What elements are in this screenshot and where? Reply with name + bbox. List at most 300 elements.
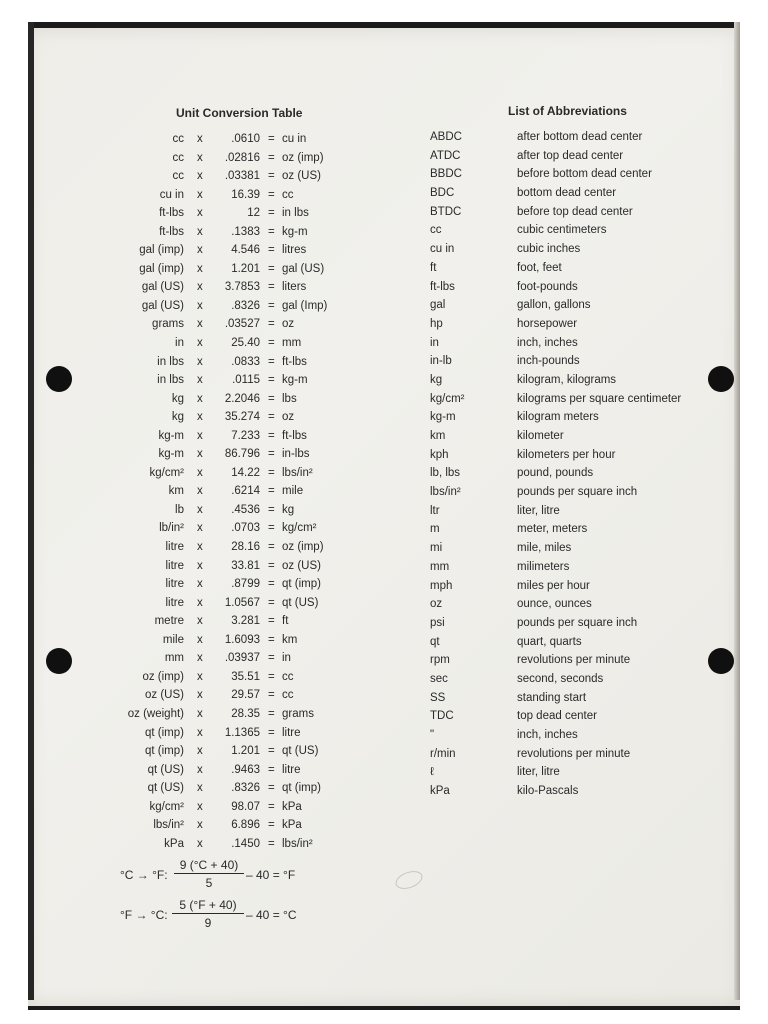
conversion-equals-sign: = [268, 837, 275, 850]
conversion-to-unit: kg-m [282, 225, 308, 238]
conversion-to-unit: kg-m [282, 374, 308, 387]
abbreviation-term: ABDC [430, 131, 462, 143]
conversion-multiply-sign: x [197, 541, 203, 554]
conversion-factor: .0610 [231, 133, 260, 145]
conversion-equals-sign: = [268, 151, 275, 164]
conversion-to-unit: kPa [282, 819, 302, 832]
conversion-equals-sign: = [268, 541, 275, 554]
conversion-factor: .02816 [224, 151, 260, 164]
conversion-factor: .1383 [231, 225, 260, 238]
conversion-from-unit: km [168, 485, 184, 498]
abbreviation-term: kg [430, 373, 443, 386]
abbreviation-term: ft [430, 261, 437, 274]
abbreviation-term: " [430, 729, 435, 741]
conversion-to-unit: lbs/in² [282, 837, 313, 850]
conversion-multiply-sign: x [197, 225, 203, 238]
conversion-factor: 1.0567 [224, 596, 260, 609]
conversion-from-unit: kg-m [158, 448, 184, 461]
conversion-from-unit: kg-m [158, 429, 184, 442]
conversion-from-unit: litre [165, 578, 184, 591]
formula-remainder: – 40 = °F [246, 868, 296, 882]
conversion-to-unit: litres [282, 244, 307, 257]
abbreviation-row [0, 168, 768, 187]
abbreviation-meaning: after top dead center [517, 149, 624, 162]
conversion-from-unit: in [175, 337, 184, 350]
abbreviation-term: lb, lbs [430, 467, 461, 480]
abbreviation-meaning: horsepower [517, 317, 578, 330]
conversion-multiply-sign: x [197, 318, 203, 331]
conversion-multiply-sign: x [197, 522, 203, 535]
conversion-equals-sign: = [268, 670, 275, 683]
conversion-from-unit: qt (US) [147, 782, 184, 795]
conversion-to-unit: km [282, 633, 298, 646]
conversion-to-unit: in lbs [282, 207, 309, 220]
conversion-from-unit: kg [171, 411, 184, 424]
abbreviation-row [0, 670, 768, 692]
conversion-from-unit: gal (US) [141, 299, 184, 312]
conversion-equals-sign: = [268, 503, 275, 516]
conversion-equals-sign: = [268, 596, 275, 609]
conversion-multiply-sign: x [197, 800, 203, 813]
conversion-multiply-sign: x [197, 411, 203, 424]
conversion-equals-sign: = [268, 188, 275, 201]
conversion-row [0, 819, 420, 838]
conversion-factor: 35.274 [224, 411, 260, 424]
conversion-factor: .03381 [224, 170, 260, 183]
conversion-from-unit: kg/cm² [149, 466, 184, 479]
abbreviation-meaning: quart, quarts [517, 635, 582, 648]
abbreviation-term: mi [430, 542, 443, 555]
abbreviation-term: kPa [430, 785, 450, 798]
conversion-to-unit: ft [282, 615, 289, 628]
abbreviation-term: gal [430, 299, 446, 312]
abbreviation-term: oz [430, 598, 443, 611]
abbreviation-meaning: inch, inches [517, 336, 578, 349]
conversion-equals-sign: = [268, 281, 275, 294]
conversion-equals-sign: = [268, 485, 275, 498]
conversion-from-unit: oz (US) [145, 689, 184, 702]
abbreviation-term: BBDC [430, 168, 462, 181]
abbreviation-row [0, 486, 768, 505]
conversion-equals-sign: = [268, 466, 275, 479]
conversion-to-unit: qt (imp) [282, 578, 321, 591]
abbreviation-meaning: standing start [517, 691, 587, 704]
conversion-factor: .0703 [231, 522, 260, 535]
abbreviation-term: BTDC [430, 205, 462, 218]
conversion-multiply-sign: x [197, 244, 203, 257]
conversion-multiply-sign: x [197, 392, 203, 405]
abbreviation-term: BDC [430, 187, 455, 200]
conversion-multiply-sign: x [197, 299, 203, 312]
abbreviation-term: kg-m [430, 411, 456, 424]
conversion-to-unit: qt (US) [282, 745, 319, 758]
conversion-equals-sign: = [268, 652, 275, 665]
abbreviation-meaning: second, seconds [517, 672, 604, 685]
conversion-multiply-sign: x [197, 485, 203, 498]
conversion-factor: .1450 [231, 837, 260, 850]
conversion-factor: .9463 [231, 763, 260, 776]
formula-denominator: 5 [205, 876, 213, 890]
abbreviation-meaning: bottom dead center [517, 187, 617, 200]
conversion-table-title: Unit Conversion Table [176, 106, 303, 120]
conversion-equals-sign: = [268, 615, 275, 628]
conversion-from-unit: cc [172, 170, 184, 183]
conversion-from-unit: qt (imp) [145, 726, 184, 739]
abbreviation-meaning: inch, inches [517, 729, 578, 741]
conversion-equals-sign: = [268, 745, 275, 758]
abbreviation-term: kg/cm² [430, 392, 465, 405]
abbreviation-term: ltr [430, 504, 440, 517]
conversion-from-unit: ft-lbs [159, 225, 184, 238]
conversion-equals-sign: = [268, 819, 275, 832]
abbreviation-meaning: kilo-Pascals [517, 785, 579, 798]
conversion-equals-sign: = [268, 448, 275, 461]
conversion-to-unit: kg/cm² [282, 522, 317, 535]
conversion-from-unit: cu in [159, 188, 184, 201]
conversion-equals-sign: = [268, 299, 275, 312]
conversion-multiply-sign: x [197, 633, 203, 646]
abbreviation-row [0, 505, 768, 524]
conversion-factor: 1.6093 [224, 633, 260, 646]
abbreviation-meaning: gallon, gallons [517, 299, 591, 312]
abbreviation-row [0, 206, 768, 225]
conversion-from-unit: cc [172, 151, 184, 164]
formula-remainder: – 40 = °C [246, 908, 297, 922]
conversion-from-unit: in lbs [157, 374, 184, 387]
conversion-to-unit: gal (Imp) [282, 299, 328, 312]
abbreviation-row [0, 374, 768, 393]
abbreviation-row [0, 318, 768, 337]
conversion-factor: 1.1365 [224, 726, 260, 739]
abbreviation-term: kph [430, 448, 449, 461]
conversion-to-unit: cc [282, 188, 294, 201]
conversion-equals-sign: = [268, 374, 275, 387]
abbreviation-term: psi [430, 616, 445, 629]
conversion-to-unit: oz [282, 411, 295, 424]
abbreviation-meaning: miles per hour [517, 579, 590, 592]
conversion-multiply-sign: x [197, 503, 203, 516]
conversion-to-unit: litre [282, 763, 301, 776]
abbreviation-meaning: before bottom dead center [517, 168, 652, 181]
abbreviation-term: in [430, 336, 439, 349]
conversion-to-unit: qt (US) [282, 596, 319, 609]
abbreviation-row [0, 726, 768, 748]
abbreviation-row [0, 430, 768, 449]
abbreviation-meaning: kilometers per hour [517, 448, 616, 461]
formula-numerator: 5 (°F + 40) [172, 898, 244, 914]
conversion-factor: 2.2046 [224, 392, 260, 405]
conversion-equals-sign: = [268, 763, 275, 776]
conversion-from-unit: in lbs [157, 355, 184, 368]
abbreviation-meaning: kilometer [517, 430, 564, 442]
conversion-equals-sign: = [268, 318, 275, 331]
abbreviation-row [0, 748, 768, 767]
conversion-to-unit: oz (imp) [282, 151, 324, 164]
abbreviation-row [0, 580, 768, 599]
conversion-multiply-sign: x [197, 262, 203, 275]
abbreviation-meaning: revolutions per minute [517, 747, 631, 760]
abbreviation-row [0, 411, 768, 430]
conversion-to-unit: kPa [282, 800, 302, 813]
conversion-equals-sign: = [268, 355, 275, 368]
abbreviation-term: SS [430, 691, 446, 704]
conversion-equals-sign: = [268, 707, 275, 720]
conversion-multiply-sign: x [197, 707, 203, 720]
conversion-multiply-sign: x [197, 578, 203, 591]
abbreviation-meaning: cubic inches [517, 243, 581, 256]
conversion-equals-sign: = [268, 244, 275, 257]
conversion-factor: .8799 [231, 578, 260, 591]
conversion-from-unit: qt (US) [147, 763, 184, 776]
conversion-from-unit: ft-lbs [159, 207, 184, 220]
conversion-to-unit: in-lbs [282, 448, 310, 461]
conversion-to-unit: oz (US) [282, 559, 321, 572]
conversion-multiply-sign: x [197, 337, 203, 350]
abbreviation-meaning: cubic centimeters [517, 224, 607, 237]
abbreviation-term: TDC [430, 710, 454, 723]
abbreviation-meaning: after bottom dead center [517, 131, 643, 143]
conversion-factor: .4536 [231, 503, 260, 516]
conversion-factor: .8326 [231, 299, 260, 312]
conversion-factor: 35.51 [231, 670, 260, 683]
formula-label: °C → °F: [120, 868, 168, 882]
conversion-multiply-sign: x [197, 596, 203, 609]
conversion-multiply-sign: x [197, 559, 203, 572]
conversion-equals-sign: = [268, 262, 275, 275]
conversion-to-unit: ft-lbs [282, 429, 307, 442]
conversion-to-unit: kg [282, 503, 295, 516]
conversion-multiply-sign: x [197, 782, 203, 795]
abbreviation-term: m [430, 523, 440, 536]
conversion-from-unit: qt (imp) [145, 745, 184, 758]
abbreviation-term: qt [430, 635, 440, 648]
conversion-from-unit: oz (weight) [127, 707, 184, 720]
conversion-equals-sign: = [268, 225, 275, 238]
conversion-multiply-sign: x [197, 355, 203, 368]
abbreviation-term: ATDC [430, 149, 461, 162]
conversion-from-unit: kg/cm² [149, 800, 184, 813]
conversion-multiply-sign: x [197, 689, 203, 702]
conversion-to-unit: cc [282, 670, 294, 683]
abbreviation-term: cc [430, 224, 442, 237]
conversion-factor: 1.201 [231, 745, 260, 758]
conversion-from-unit: gal (US) [141, 281, 184, 294]
conversion-to-unit: in [282, 652, 291, 665]
conversion-from-unit: kg [171, 392, 184, 405]
abbreviation-meaning: kilogram, kilograms [517, 373, 617, 386]
conversion-factor: 29.57 [231, 689, 260, 702]
abbreviation-row [0, 150, 768, 169]
conversion-equals-sign: = [268, 207, 275, 220]
conversion-row [0, 838, 420, 857]
abbreviation-meaning: pounds per square inch [517, 616, 638, 629]
conversion-to-unit: cu in [282, 133, 307, 145]
abbreviation-term: ℓ [430, 766, 434, 779]
abbreviation-term: cu in [430, 243, 455, 256]
conversion-equals-sign: = [268, 689, 275, 702]
abbreviation-term: mm [430, 560, 450, 573]
conversion-to-unit: cc [282, 689, 294, 702]
conversion-factor: 6.896 [231, 819, 260, 832]
conversion-multiply-sign: x [197, 151, 203, 164]
conversion-factor: .0115 [232, 374, 260, 387]
conversion-to-unit: mile [282, 485, 304, 498]
abbreviation-row [0, 449, 768, 468]
conversion-factor: .6214 [231, 485, 260, 498]
conversion-equals-sign: = [268, 578, 275, 591]
conversion-multiply-sign: x [197, 170, 203, 183]
conversion-equals-sign: = [268, 429, 275, 442]
conversion-to-unit: oz (imp) [282, 541, 324, 554]
conversion-factor: 28.35 [231, 707, 260, 720]
conversion-to-unit: gal (US) [282, 262, 325, 275]
conversion-factor: 28.16 [231, 541, 260, 554]
conversion-from-unit: lb [175, 503, 184, 516]
conversion-from-unit: lbs/in² [153, 819, 184, 832]
abbreviation-meaning: top dead center [517, 710, 597, 723]
conversion-to-unit: oz (US) [282, 170, 321, 183]
conversion-factor: .8326 [231, 782, 260, 795]
conversion-from-unit: mm [164, 652, 184, 665]
formula-fraction [174, 858, 244, 890]
abbreviation-meaning: kilograms per square centimeter [517, 392, 682, 405]
formula-label: °F → °C: [120, 908, 168, 922]
conversion-to-unit: ft-lbs [282, 355, 307, 368]
abbreviation-term: km [430, 430, 446, 442]
abbreviation-row [0, 707, 768, 729]
abbreviation-term: hp [430, 317, 443, 330]
conversion-equals-sign: = [268, 392, 275, 405]
conversion-equals-sign: = [268, 726, 275, 739]
abbreviation-meaning: pounds per square inch [517, 486, 638, 499]
abbreviation-row [0, 633, 768, 655]
conversion-equals-sign: = [268, 170, 275, 183]
conversion-equals-sign: = [268, 411, 275, 424]
formula-numerator: 9 (°C + 40) [174, 858, 244, 874]
abbreviation-row [0, 393, 768, 412]
conversion-multiply-sign: x [197, 745, 203, 758]
conversion-factor: 33.81 [231, 559, 260, 572]
conversion-from-unit: litre [165, 541, 184, 554]
abbreviation-row [0, 224, 768, 243]
conversion-factor: 16.39 [231, 188, 260, 201]
abbreviation-row [0, 692, 768, 711]
abbreviation-row [0, 617, 768, 636]
abbreviation-term: ft-lbs [430, 280, 455, 293]
abbreviations-title: List of Abbreviations [508, 104, 627, 118]
conversion-from-unit: cc [172, 133, 184, 145]
conversion-multiply-sign: x [197, 819, 203, 832]
abbreviation-term: lbs/in² [430, 486, 461, 499]
abbreviation-meaning: foot-pounds [517, 280, 578, 293]
conversion-factor: 86.796 [224, 448, 260, 461]
abbreviation-row [0, 598, 768, 617]
conversion-multiply-sign: x [197, 207, 203, 220]
abbreviation-row [0, 467, 768, 486]
conversion-to-unit: oz [282, 318, 295, 331]
abbreviation-meaning: before top dead center [517, 205, 633, 218]
conversion-factor: 12 [247, 207, 260, 220]
conversion-multiply-sign: x [197, 466, 203, 479]
conversion-from-unit: grams [152, 318, 184, 331]
abbreviation-row [0, 337, 768, 356]
conversion-multiply-sign: x [197, 837, 203, 850]
conversion-equals-sign: = [268, 337, 275, 350]
conversion-multiply-sign: x [197, 726, 203, 739]
abbreviation-row [0, 262, 768, 281]
conversion-from-unit: mile [162, 633, 184, 646]
conversion-to-unit: lbs [282, 392, 297, 405]
abbreviation-meaning: liter, litre [517, 766, 560, 779]
conversion-multiply-sign: x [197, 670, 203, 683]
abbreviation-meaning: ounce, ounces [517, 598, 592, 611]
abbreviation-row [0, 187, 768, 206]
conversion-to-unit: litre [282, 726, 301, 739]
formula-denominator: 9 [204, 916, 212, 930]
conversion-to-unit: liters [282, 281, 307, 294]
conversion-equals-sign: = [268, 559, 275, 572]
conversion-factor: 4.546 [231, 244, 260, 257]
conversion-multiply-sign: x [197, 652, 203, 665]
conversion-factor: .03937 [224, 652, 260, 665]
conversion-to-unit: qt (imp) [282, 782, 321, 795]
conversion-multiply-sign: x [197, 133, 203, 145]
abbreviation-meaning: meter, meters [517, 523, 588, 536]
abbreviation-row [0, 785, 768, 804]
abbreviation-row [0, 281, 768, 300]
conversion-factor: 14.22 [231, 466, 260, 479]
conversion-to-unit: lbs/in² [282, 466, 313, 479]
abbreviation-row [0, 654, 768, 673]
abbreviation-meaning: milimeters [517, 560, 570, 573]
conversion-factor: 3.281 [231, 615, 260, 628]
abbreviation-row [0, 763, 768, 785]
conversion-factor: 3.7853 [224, 281, 260, 294]
abbreviation-term: mph [430, 579, 453, 592]
conversion-from-unit: oz (imp) [142, 670, 184, 683]
abbreviation-row [0, 561, 768, 580]
abbreviation-term: rpm [430, 654, 450, 667]
abbreviation-row [0, 243, 768, 262]
conversion-multiply-sign: x [197, 188, 203, 201]
abbreviation-meaning: kilogram meters [517, 411, 599, 424]
conversion-multiply-sign: x [197, 429, 203, 442]
abbreviation-row [0, 299, 768, 318]
abbreviation-row [0, 542, 768, 561]
conversion-factor: 7.233 [231, 429, 260, 442]
abbreviation-meaning: mile, miles [517, 542, 572, 555]
abbreviation-term: r/min [430, 747, 456, 760]
conversion-from-unit: gal (imp) [139, 244, 184, 257]
abbreviation-meaning: liter, litre [517, 504, 560, 517]
conversion-to-unit: grams [282, 707, 314, 720]
conversion-factor: 25.40 [231, 337, 260, 350]
conversion-equals-sign: = [268, 633, 275, 646]
conversion-equals-sign: = [268, 782, 275, 795]
conversion-equals-sign: = [268, 522, 275, 535]
abbreviation-meaning: revolutions per minute [517, 654, 631, 667]
conversion-from-unit: kPa [164, 837, 184, 850]
abbreviation-meaning: inch-pounds [517, 355, 580, 368]
abbreviation-row [0, 523, 768, 542]
abbreviation-meaning: foot, feet [517, 261, 562, 274]
formula-fraction [172, 898, 244, 930]
conversion-from-unit: lb/in² [159, 522, 184, 535]
abbreviation-term: in-lb [430, 355, 452, 368]
conversion-to-unit: mm [282, 337, 302, 350]
conversion-factor: .03527 [224, 318, 260, 331]
conversion-multiply-sign: x [197, 615, 203, 628]
